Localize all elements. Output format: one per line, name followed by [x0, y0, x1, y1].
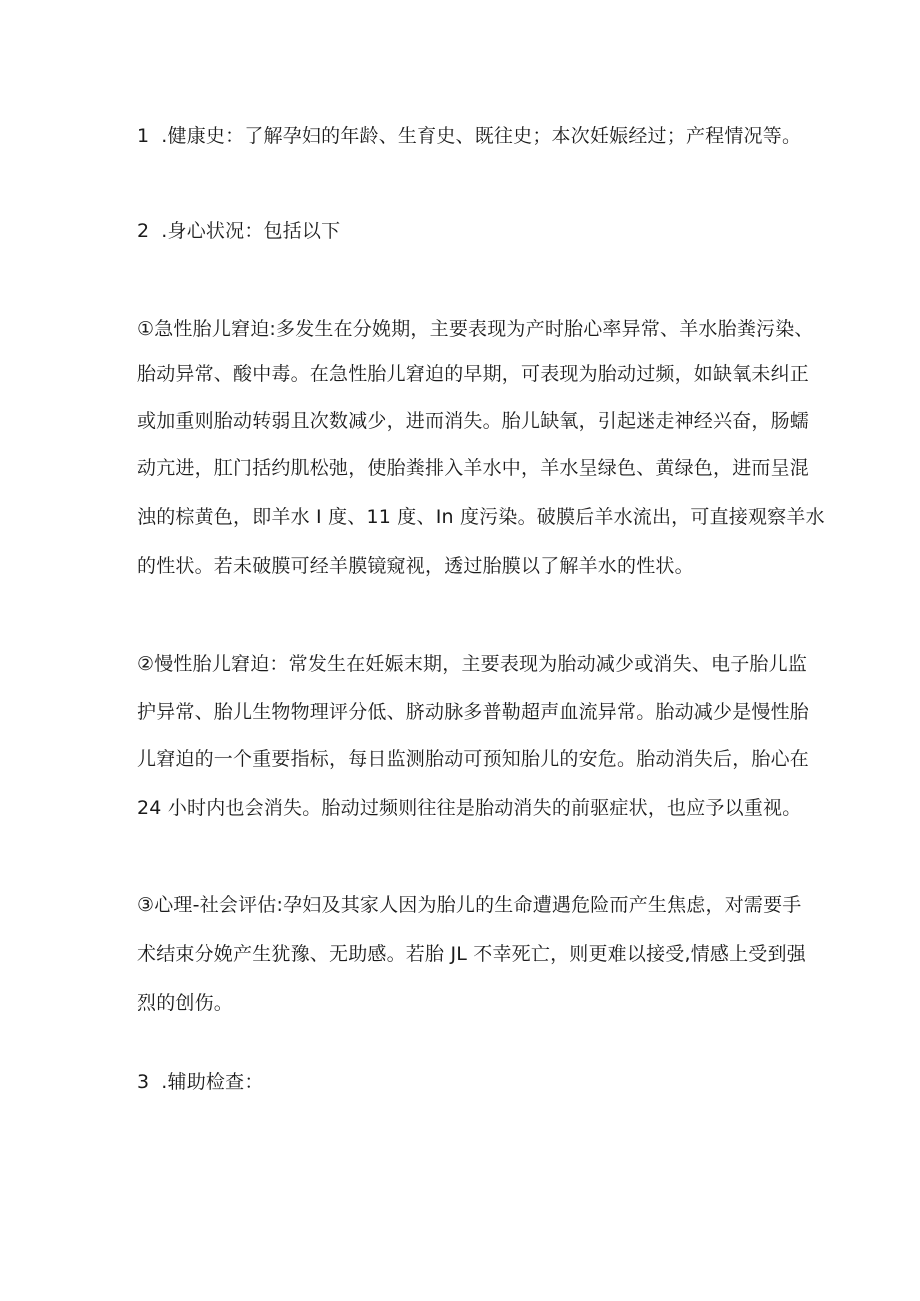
psych-line: 术结束分娩产生犹豫、无助感。若胎 JL 不幸死亡，则更难以接受,情感上受到强: [137, 943, 806, 965]
section-3-number: 3: [137, 1071, 150, 1093]
chronic-line: 护异常、胎儿生物物理评分低、脐动脉多普勒超声血流异常。胎动减少是慢性胎: [137, 701, 810, 723]
acute-line: 浊的棕黄色，即羊水 I 度、11 度、In 度污染。破膜后羊水流出，可直接观察羊水: [137, 506, 825, 528]
section-2-heading: [137, 219, 340, 243]
section-2-text: .身心状况：包括以下: [161, 220, 341, 242]
chronic-line: 24 小时内也会消失。胎动过频则往往是胎动消失的前驱症状，也应予以重视。: [137, 797, 802, 819]
acute-line: 的性状。若未破膜可经羊膜镜窥视，透过胎膜以了解羊水的性状。: [137, 555, 694, 577]
section-1-text: .健康史：了解孕妇的年龄、生育史、既往史；本次妊娠经过；产程情况等。: [161, 125, 802, 147]
section-3-text: .辅助检查：: [161, 1071, 264, 1093]
section-1-heading: [137, 124, 801, 148]
section-3-heading: [137, 1070, 264, 1094]
section-1-number: 1: [137, 125, 150, 147]
psych-line: 烈的创伤。: [137, 992, 234, 1014]
chronic-line: ②慢性胎儿窘迫：常发生在妊娠末期，主要表现为胎动减少或消失、电子胎儿监: [137, 653, 808, 675]
chronic-line: 儿窘迫的一个重要指标，每日监测胎动可预知胎儿的安危。胎动消失后，胎心在: [137, 748, 810, 770]
acute-line: 或加重则胎动转弱且次数减少，进而消失。胎儿缺氧，引起迷走神经兴奋，肠蠕: [137, 410, 810, 432]
psych-line: ③心理-社会评估:孕妇及其家人因为胎儿的生命遭遇危险而产生焦虑，对需要手: [137, 894, 802, 916]
acute-line: ①急性胎儿窘迫:多发生在分娩期，主要表现为产时胎心率异常、羊水胎粪污染、: [137, 318, 814, 340]
acute-line: 胎动异常、酸中毒。在急性胎儿窘迫的早期，可表现为胎动过频，如缺氧未纠正: [137, 363, 810, 385]
acute-line: 动亢进，肛门括约肌松弛，使胎粪排入羊水中，羊水呈绿色、黄绿色，进而呈混: [137, 457, 810, 479]
section-2-number: 2: [137, 220, 150, 242]
